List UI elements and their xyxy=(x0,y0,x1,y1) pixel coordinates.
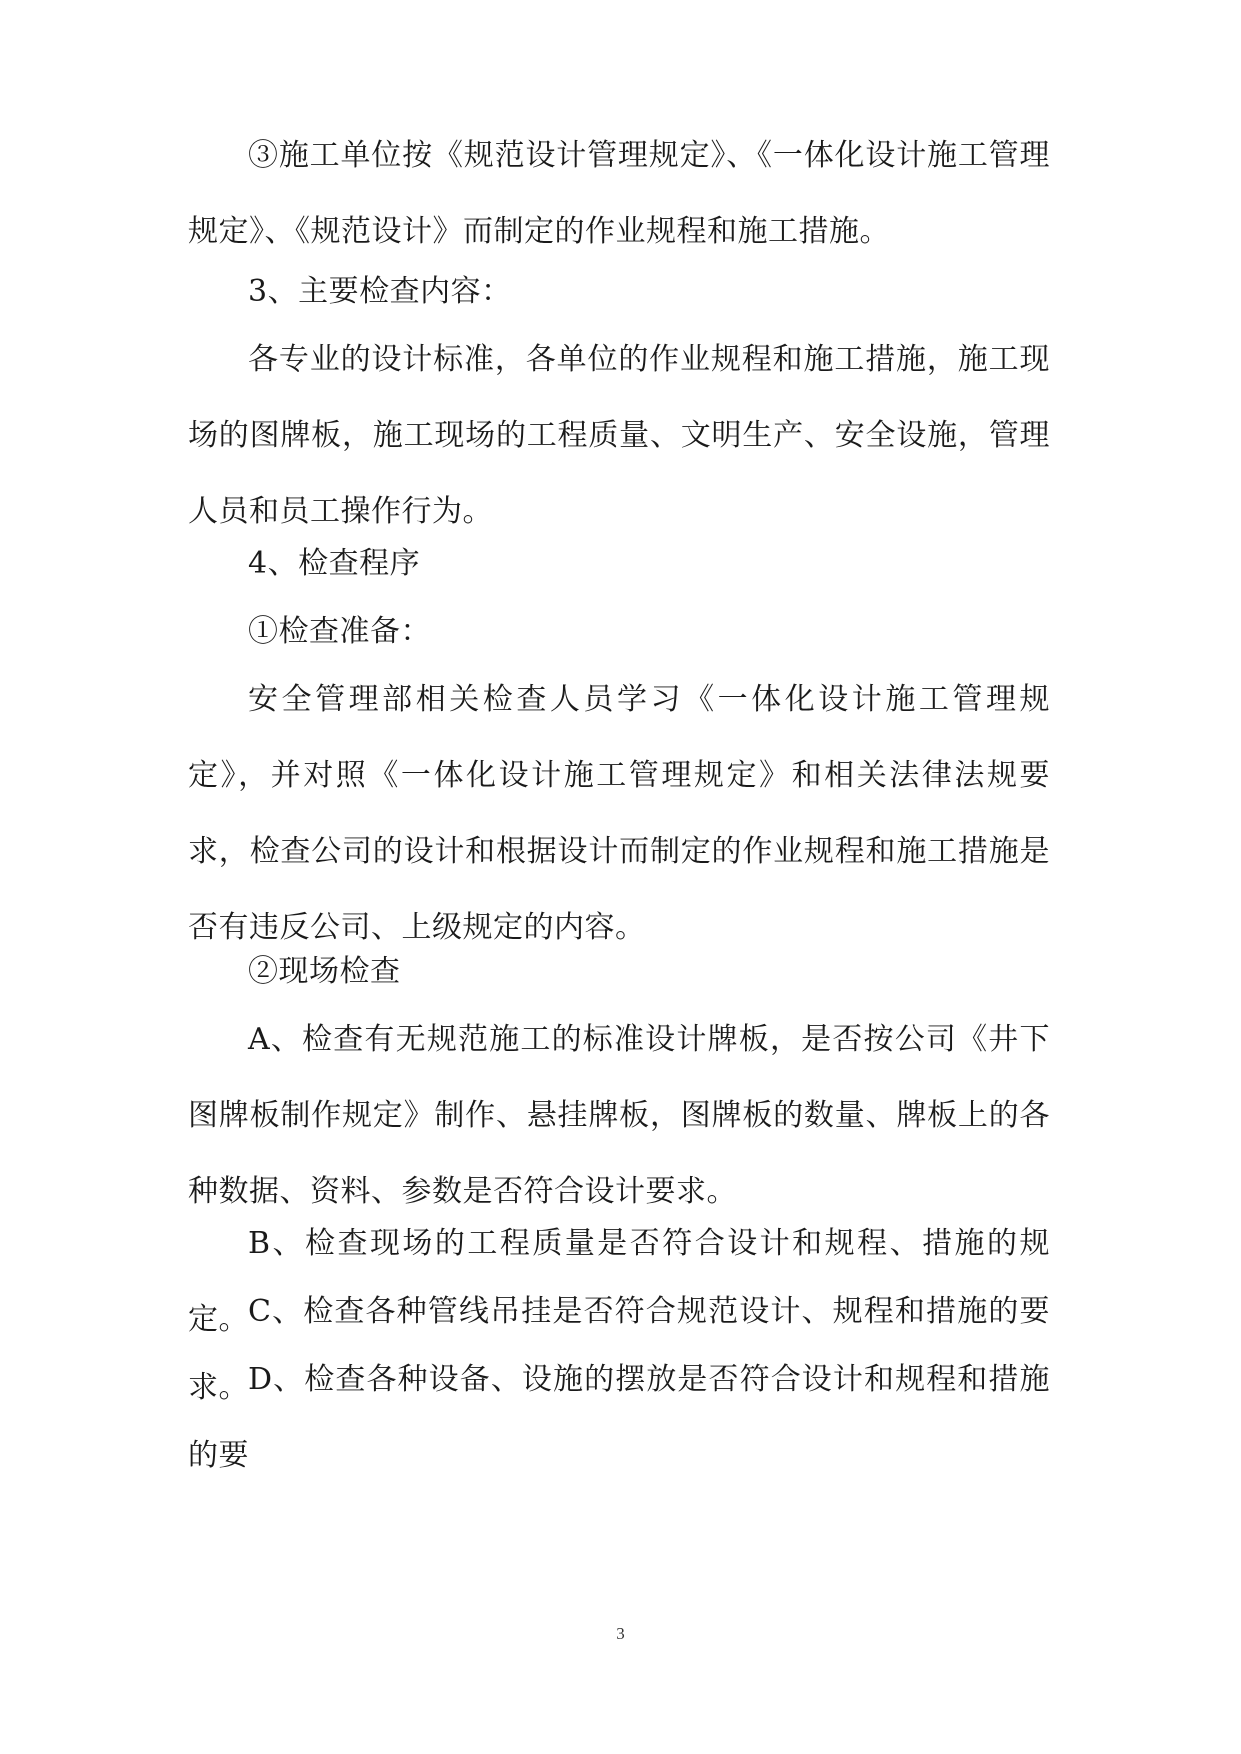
paragraph-construction-unit-rules: ③施工单位按《规范设计管理规定》、《一体化设计施工管理规定》、《规范设计》而制定的作业规程和施工措施。 xyxy=(188,138,1050,249)
heading-main-inspection-content: 3、主要检查内容： xyxy=(248,274,512,309)
paragraph-inspection-content: 各专业的设计标准，各单位的作业规程和施工措施，施工现场的图牌板，施工现场的工程质量、文明生产、安全设施，管理人员和员工操作行为。 xyxy=(188,342,1050,529)
paragraph-item-d: D、检查各种设备、设施的摆放是否符合设计和规程和措施的要 xyxy=(188,1362,1050,1473)
page-number: 3 xyxy=(616,1624,625,1643)
heading-site-inspection: ②现场检查 xyxy=(248,954,401,989)
heading-inspection-preparation: ①检查准备： xyxy=(248,614,431,649)
paragraph-item-b: B、检查现场的工程质量是否符合设计和规程、措施的规定。 xyxy=(188,1226,1050,1337)
paragraph-item-c: C、检查各种管线吊挂是否符合规范设计、规程和措施的要求。 xyxy=(188,1294,1050,1405)
paragraph-item-a: A、检查有无规范施工的标准设计牌板，是否按公司《井下图牌板制作规定》制作、悬挂牌板，图牌板的数量、牌板上的各种数据、资料、参数是否符合设计要求。 xyxy=(188,1022,1050,1209)
paragraph-inspection-preparation: 安全管理部相关检查人员学习《一体化设计施工管理规定》，并对照《一体化设计施工管理规定》和相关法律法规要求，检查公司的设计和根据设计而制定的作业规程和施工措施是否有违反公司、上级规定的内容。 xyxy=(188,682,1050,945)
heading-inspection-procedure: 4、检查程序 xyxy=(248,546,421,581)
